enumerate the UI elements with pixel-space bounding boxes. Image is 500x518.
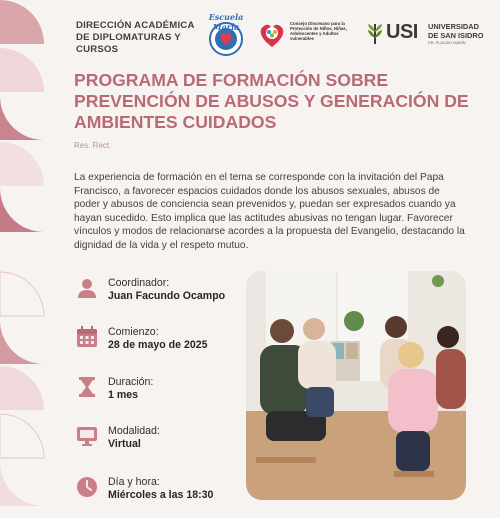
modality-value: Virtual [108, 438, 141, 450]
escuela-maria-logo [204, 14, 248, 58]
coordinator-label: Coordinador: [108, 277, 170, 289]
decorative-shapes [0, 0, 50, 518]
duration-value: 1 mes [108, 389, 139, 401]
group-meeting-photo [246, 271, 466, 500]
calendar-icon [76, 326, 98, 348]
schedule-label: Día y hora: [108, 476, 160, 488]
program-description: La experiencia de formación en el tema se corresponde con la invitación del Papa Francisco, a favorecer espacios cuidados donde los abusos sexuales, abusos de poder y abusos de conciencia sean prevenidos y, puedan ser expresados cuando ya hayan sucedido. Esto implica que las actitudes abusivas no tengan lugar. Favorecer vínculos y modos de relacionarse acordes a la propuesta del Evangelio, destacando la dignidad de la vida y el respeto mutuo. [74, 172, 465, 251]
schedule-value: Miércoles a las 18:30 [108, 489, 214, 501]
consejo-diocesano-logo [256, 18, 360, 54]
coordinator-value: Juan Facundo Ocampo [108, 290, 226, 302]
usi-name: UNIVERSIDAD DE SAN ISIDRO [428, 22, 484, 40]
consejo-diocesano-text: Consejo Diocesano para la Protección de Niños, Niñas, Adolescentes y Adultos vulnerables [290, 21, 347, 41]
escuela-maria-text: Escuela María [208, 12, 244, 32]
hourglass-icon [76, 376, 98, 398]
start-value: 28 de mayo de 2025 [108, 339, 208, 351]
start-label: Comienzo: [108, 326, 159, 338]
modality-label: Modalidad: [108, 425, 160, 437]
header [74, 14, 486, 58]
usi-abbr: USI [386, 21, 418, 43]
clock-icon [76, 476, 98, 498]
resolution-note: Res. Rect. [74, 141, 112, 150]
org-name: DIRECCIÓN ACADÉMICA DE DIPLOMATURAS Y CURSOS [76, 20, 195, 55]
person-icon [76, 277, 98, 299]
usi-logo [366, 20, 486, 50]
monitor-icon [76, 425, 98, 447]
page-title: PROGRAMA DE FORMACIÓN SOBRE PREVENCIÓN DE ABUSOS Y GENERACIÓN DE AMBIENTES CUIDADOS [74, 70, 469, 132]
usi-sub: DR. PLACIDO MARÍN [428, 41, 466, 45]
duration-label: Duración: [108, 376, 154, 388]
